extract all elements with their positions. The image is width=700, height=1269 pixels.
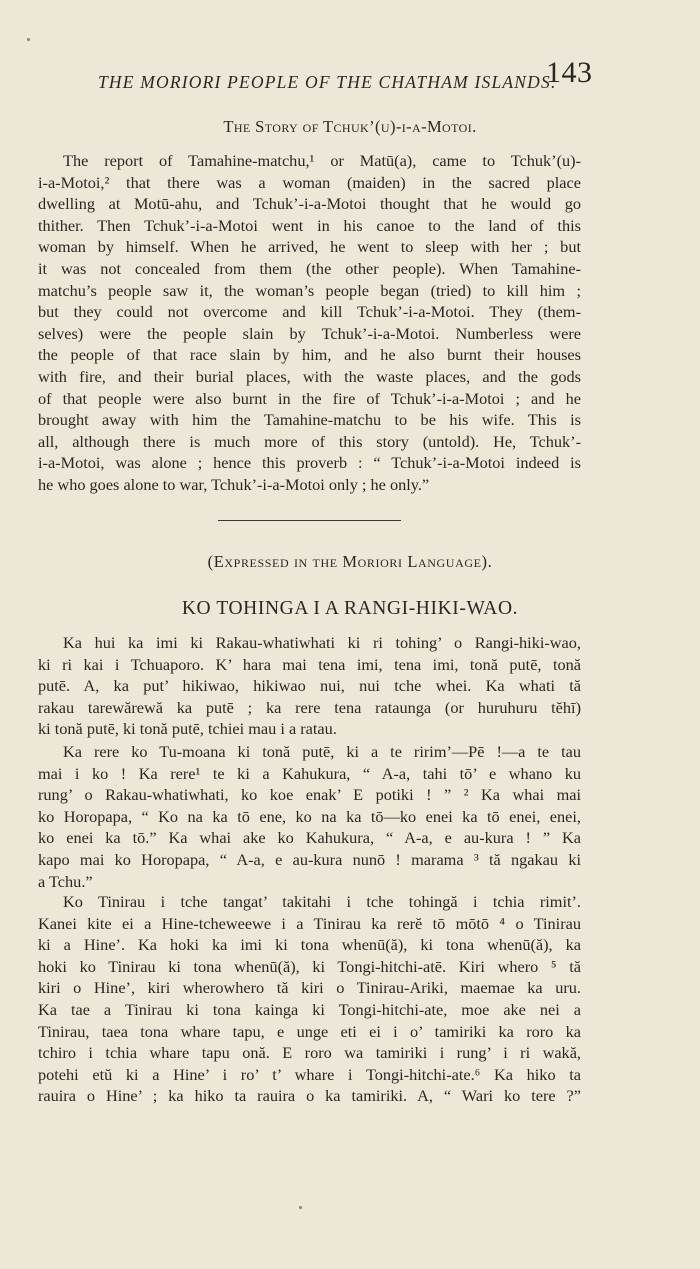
- text-line: kapo mai ko Horopapa, “ A-a, e au-kura nunō ! marama ³ tă ngakau ki: [38, 849, 581, 869]
- text-line: matchu’s people saw it, the woman’s people began (tried) to kill him ;: [38, 280, 581, 300]
- moriori-paragraph: [38, 891, 581, 1107]
- text-line: putē. A, ka put’ hikiwao, hikiwao nui, nui tche whei. Ka whati tă: [38, 676, 581, 696]
- text-line: kiri o Hine’, kiri wherowhero tă kiri o Tinirau-Ariki, maemae ka uru.: [38, 978, 581, 998]
- running-title: THE MORIORI PEOPLE OF THE CHATHAM ISLANDS.: [98, 72, 557, 92]
- text-line: potehi etŭ ki a Hine’ i ro’ t’ whare i Tongi-hitchi-ate.⁶ Ka hiko ta: [38, 1064, 581, 1084]
- text-line: rauira o Hine’ ; ka hiko ta rauira o ka tamiriki. A, “ Wari ko tere ?”: [38, 1086, 581, 1106]
- text-line: mai i ko ! Ka rere¹ te ki a Kahukura, “ A-a, tahi tō’ e whano ku: [38, 763, 581, 783]
- text-line: woman by himself. When he arrived, he went to sleep with her ; but: [38, 237, 581, 257]
- english-story-heading: The Story of Tchuk’(u)-i-a-Motoi.: [223, 117, 477, 136]
- text-line: Ka tae a Tinirau ki tona kainga ki Tongi-hitchi-ate, moe ake nei a: [38, 999, 581, 1019]
- text-line: hoki ko Tinirau ki tona whenū(ă), ki Tongi-hitchi-atē. Kiri whero ⁵ tă: [38, 956, 581, 976]
- text-line: he who goes alone to war, Tchuk’-i-a-Motoi only ; he only.”: [38, 474, 430, 494]
- text-line: ko Horopapa, “ Ko na ka tō ene, ko na ka tō—ko enei ka tō enei, enei,: [38, 806, 581, 826]
- text-line: thither. Then Tchuk’-i-a-Motoi went in his canoe to the land of this: [38, 215, 581, 235]
- text-line: Ka rere ko Tu-moana ki tonă putē, ki a te ririm’—Pē !—a te tau: [63, 742, 581, 761]
- text-line: rakau tarewărewă ka putē ; ka rere tena rataunga (or huruhuru tĕhī): [38, 697, 581, 717]
- text-line: brought away with him the Tamahine-matchu to be his wife. This is: [38, 410, 581, 430]
- text-line: all, although there is much more of this story (untold). He, Tchuk’-: [38, 431, 581, 451]
- text-line: Ko Tinirau i tche tangat’ takitahi i tche tohingă i tchia rimit’.: [63, 892, 581, 911]
- english-story-paragraph: [38, 150, 581, 496]
- moriori-story-title: KO TOHINGA I A RANGI-HIKI-WAO.: [181, 598, 519, 619]
- text-line: dwelling at Motū-ahu, and Tchuk’-i-a-Motoi thought that he would go: [38, 194, 581, 214]
- text-line: ki a Hine’. Ka hoki ka imi ki tona whenū(ă), ki tona whenū(ă), ka: [38, 935, 581, 955]
- text-line: tchiro i tchia whare tapu onă. E roro wa tamiriki i rung’ i ri wakă,: [38, 1043, 581, 1063]
- text-line: it was not concealed from them (the other people). When Tamahine-: [38, 258, 581, 278]
- text-line: i-a-Motoi,² that there was a woman (maiden) in the sacred place: [38, 172, 581, 192]
- moriori-paragraph: [38, 632, 581, 740]
- text-line: ko enei ka tō.” Ka whai ake ko Kahukura, “ A-a, e au-kura ! ” Ka: [38, 828, 581, 848]
- moriori-paragraph: [38, 741, 581, 892]
- text-line: selves) were the people slain by Tchuk’-i-a-Motoi. Numberless were: [38, 323, 581, 343]
- text-line: rung’ o Rakau-whatiwhati, ko koe enak’ E potiki ! ” ² Ka whai mai: [38, 785, 581, 805]
- text-line: ki ri kai i Tchuaporo. K’ hara mai tena imi, tena imi, tonă putē, tonă: [38, 654, 581, 674]
- paper-speck: [27, 38, 30, 41]
- text-line: the people of that race slain by him, and he also burnt their houses: [38, 345, 581, 365]
- text-line: ki tonă putē, ki tonă putē, tchiei mau i a ratau.: [38, 719, 337, 739]
- text-line: The report of Tamahine-matchu,¹ or Matū(a), came to Tchuk’(u)-: [63, 151, 581, 170]
- text-line: but they could not overcome and kill Tchuk’-i-a-Motoi. They (them-: [38, 302, 581, 322]
- text-line: a Tchu.”: [38, 871, 93, 891]
- text-line: with fire, and their burial places, with the waste places, and the gods: [38, 366, 581, 386]
- section-divider: [218, 520, 401, 521]
- text-line: Tinirau, taea tona whare tapu, e unge eti ei i o’ tamiriki ka roro ka: [38, 1021, 581, 1041]
- page-number: 143: [546, 56, 593, 89]
- text-line: Kanei kite ei a Hine-tcheweewe i a Tinirau ka rerĕ tō mōtō ⁴ o Tinirau: [38, 913, 581, 933]
- text-line: Ka hui ka imi ki Rakau-whatiwhati ki ri tohing’ o Rangi-hiki-wao,: [63, 633, 581, 652]
- moriori-section-heading: (Expressed in the Moriori Language).: [207, 552, 493, 571]
- text-line: of that people were also burnt in the fire of Tchuk’-i-a-Motoi ; and he: [38, 388, 581, 408]
- paper-speck: [299, 1206, 302, 1209]
- text-line: i-a-Motoi, was alone ; hence this proverb : “ Tchuk’-i-a-Motoi indeed is: [38, 453, 581, 473]
